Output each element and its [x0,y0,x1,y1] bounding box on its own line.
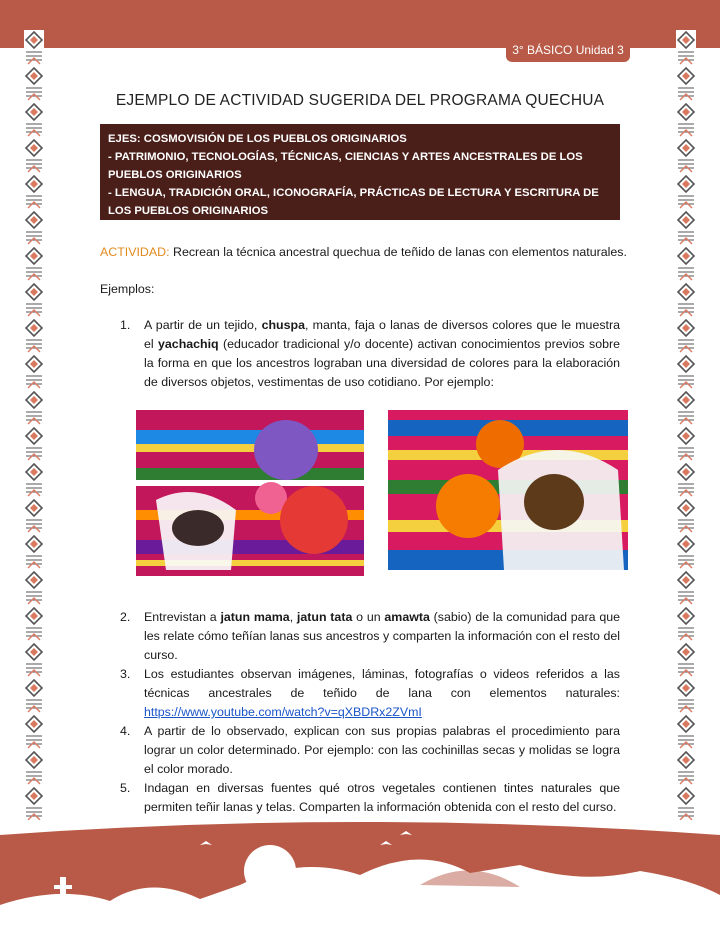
item-number: 5. [120,781,131,795]
ejes-box [100,124,620,220]
list-item-5 [120,779,620,817]
yarn-balls-photo-icon [136,410,364,576]
item-text: (sabio) de la comunidad para que les relate cómo teñían lanas sus ancestros y comparten la información con el resto del curso. [144,610,621,662]
item-text: Los estudiantes observan imágenes, láminas, fotografías o videos referidos a las técnicas ancestrales de teñido de lana con elementos naturales: [144,667,620,700]
item-text: , manta, faja o lanas de diversos colores que le muestra el [144,318,620,351]
item-text: o un [352,610,385,624]
activity-line [100,243,640,261]
list-item-3 [120,665,620,722]
item-bold-term: yachachiq [158,337,219,351]
item-number: 1. [120,318,131,332]
ejes-line-3: - LENGUA, TRADICIÓN ORAL, ICONOGRAFÍA, PRÁCTICAS DE LECTURA Y ESCRITURA DE LOS PUEBLOS ORIGINARIOS [108,187,599,217]
youtube-link[interactable]: https://www.youtube.com/watch?v=qXBDRx2ZVmI [144,705,422,719]
unit-tab: 3° BÁSICO Unidad 3 [506,38,630,62]
item-text: , [289,610,297,624]
ejes-line-2: - PATRIMONIO, TECNOLOGÍAS, TÉCNICAS, CIENCIAS Y ARTES ANCESTRALES DE LOS PUEBLOS ORIGINARIOS [108,151,583,181]
footer-landscape-illustration [0,815,720,932]
item-bold-term: jatun tata [296,610,353,624]
list-items-2-5 [120,608,620,817]
item-text: A partir de un tejido, [144,318,262,332]
list-item-4 [120,722,620,779]
item-bold-term: jatun mama [220,610,290,624]
item-text: (educador tradicional y/o docente) activan conocimientos previos sobre la forma en que los ancestros lograban una diversidad de colores para la elaboración de diversos objetos, vestimentas de uso cotidiano. Por ejemplo: [144,337,620,389]
activity-label: ACTIVIDAD: [100,245,170,259]
item-text: Entrevistan a [144,610,221,624]
item-number: 2. [120,610,131,624]
yarn-balls-photo-icon [388,410,628,570]
ejes-line-1: EJES: COSMOVISIÓN DE LOS PUEBLOS ORIGINARIOS [108,133,407,145]
item-number: 4. [120,724,131,738]
left-pattern-border [24,30,44,820]
item-text: Indagan en diversas fuentes qué otros vegetales contienen tintes naturales que permiten teñir lanas y telas. Comparten la información obtenida con el resto del curso. [144,781,620,814]
item-bold-term: chuspa [261,318,305,332]
examples-label: Ejemplos: [100,282,155,296]
activity-text: Recrean la técnica ancestral quechua de teñido de lanas con elementos naturales. [169,245,627,259]
item-number: 3. [120,667,131,681]
yarn-photo-left [136,410,364,576]
document-title: EJEMPLO DE ACTIVIDAD SUGERIDA DEL PROGRAMA QUECHUA [115,92,605,109]
yarn-photo-right [388,410,628,570]
item-bold-term: amawta [384,610,430,624]
right-pattern-border [676,30,696,820]
item-text: A partir de lo observado, explican con sus propias palabras el procedimiento para lograr un color determinado. Por ejemplo: con las cochinillas secas y molidas se logra el color morado. [144,724,620,776]
list-item-2 [120,608,620,665]
list-item-1 [120,316,620,392]
